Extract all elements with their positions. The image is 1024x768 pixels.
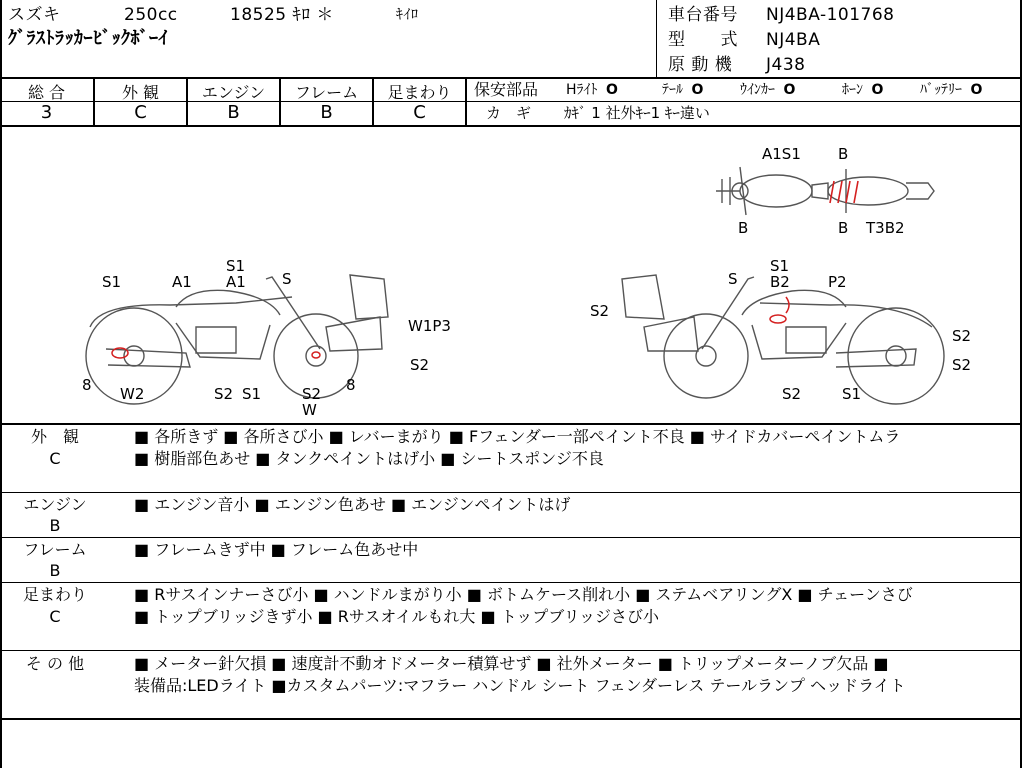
label: S1 [770,257,790,275]
grade-engine: B [227,102,240,123]
safety-item-horn [842,81,883,99]
safety-item-label: ﾎｰﾝ [842,82,863,98]
engine-label: 原 動 機 [668,55,733,75]
mileage-unit: ｷｲﾛ [396,7,419,23]
key-value: ｶｷﾞ 1 社外ｷｰ1 ｷｰ違い [564,104,710,122]
label: W [302,401,317,419]
rule-col5 [465,78,467,126]
label: S2 [410,356,430,374]
grade-header-frame: フレーム [294,83,359,102]
label: B [738,219,749,237]
grade-frame: B [320,102,333,123]
label: S1 [842,385,862,403]
section-other-line: 装備品:LEDライト ■カスタムパーツ:マフラー ハンドル シート フェンダーレス テールランプ ヘッドライト [134,676,906,695]
safety-item-label: ｳｲﾝｶｰ [740,82,775,98]
rule-header-bottom [0,77,1022,79]
label: S2 [952,327,972,345]
label: W1P3 [408,317,451,335]
frame-no: NJ4BA-101768 [766,5,895,25]
rule-header-mid [466,101,1022,102]
label: P2 [828,273,847,291]
frame-no-label: 車台番号 [668,5,738,25]
label: S2 [302,385,322,403]
key-label: カ ギ [486,104,532,122]
label: T3B2 [866,219,905,237]
label: 8 [82,376,92,394]
label: S [282,270,292,288]
label: S1 [242,385,262,403]
rule-sec3 [0,582,1022,583]
top-view-bike [716,167,934,215]
section-engine-name: エンジン [23,495,87,514]
section-other-line: ■ メーター針欠損 ■ 速度計不動オドメーター積算せず ■ 社外メーター ■ トリップメーターノブ欠品 ■ [134,654,889,673]
label: A1S1 [762,145,801,163]
label: S1 [102,273,122,291]
safety-item-headlight [566,81,618,99]
section-exterior-line: ■ 各所きず ■ 各所さび小 ■ レバーまがり ■ Fフェンダー一部ペイント不良 ■ サイドカバーペイントムラ [134,427,901,446]
section-exterior-grade: C [49,449,61,468]
safety-item-mark: O [783,82,796,98]
safety-item-mark: O [691,82,704,98]
displacement: 250cc [124,5,178,25]
safety-item-winker [740,81,795,99]
label: S2 [590,302,610,320]
label: S2 [214,385,234,403]
rule-header-vert [656,0,657,78]
model-name: ｸﾞﾗｽﾄﾗｯｶｰﾋﾞｯｸﾎﾞｰｲ [8,28,168,49]
label: S2 [952,356,972,374]
grade-suspension: C [413,102,426,123]
safety-item-label: ﾊﾞｯﾃﾘｰ [920,82,962,98]
section-exterior-line: ■ 樹脂部色あせ ■ タンクペイントはげ小 ■ シートスポンジ不良 [134,449,604,468]
grade-header-exterior: 外 観 [121,83,160,102]
engine-value: J438 [766,55,806,75]
grade-header-overall: 総 合 [27,83,66,102]
rule-sec5 [0,718,1022,720]
grade-header-engine: エンジン [201,83,266,102]
label: S1 [226,257,246,275]
top-view-red-marks [830,181,858,203]
grade-overall: 3 [40,102,53,123]
label: B [838,219,849,237]
safety-item-mark: O [970,82,983,98]
section-suspension-grade: C [49,607,61,626]
section-suspension-name: 足まわり [22,585,87,604]
safety-item-battery [920,81,982,99]
mileage: 18525 ｷﾛ ＊ [230,5,334,25]
label: A1 [226,273,246,291]
section-frame-name: フレーム [23,540,87,559]
type-label: 型 式 [668,30,738,50]
safety-item-label: Hﾗｲﾄ [566,82,598,98]
type-value: NJ4BA [766,30,821,50]
right-side-red-marks [770,297,789,323]
label: 8 [346,376,356,394]
rule-diagram-bottom [0,423,1022,425]
safety-item-mark: O [605,82,618,98]
label: B2 [770,273,790,291]
safety-title: 保安部品 [474,80,539,99]
rule-sec4 [0,650,1022,651]
diagram-labels [82,145,971,419]
section-engine-grade: B [49,516,61,535]
grade-header-suspension: 足まわり [387,83,452,102]
section-frame-line: ■ フレームきず中 ■ フレーム色あせ中 [134,540,419,559]
section-exterior-name: 外 観 [30,427,79,446]
label: W2 [120,385,145,403]
safety-item-tail [662,81,703,99]
label: S [728,270,738,288]
rule-sec1 [0,492,1022,493]
section-other-name: そ の 他 [25,654,85,673]
label: A1 [172,273,192,291]
safety-item-mark: O [871,82,884,98]
section-suspension-line: ■ Rサスインナーさび小 ■ ハンドルまがり小 ■ ボトムケース削れ小 ■ ステムベアリングX ■ チェーンさび [134,585,913,604]
maker: スズキ [8,5,61,25]
rule-sec2 [0,537,1022,538]
label: B [838,145,849,163]
section-engine-line: ■ エンジン音小 ■ エンジン色あせ ■ エンジンペイントはげ [134,495,571,514]
section-frame-grade: B [49,561,61,580]
section-suspension-line: ■ トップブリッジきず小 ■ Rサスオイルもれ大 ■ トップブリッジさび小 [134,607,659,626]
label: S2 [782,385,802,403]
safety-item-label: ﾃｰﾙ [662,82,683,98]
grade-exterior: C [134,102,147,123]
motorcycle-diagram [0,127,1022,423]
